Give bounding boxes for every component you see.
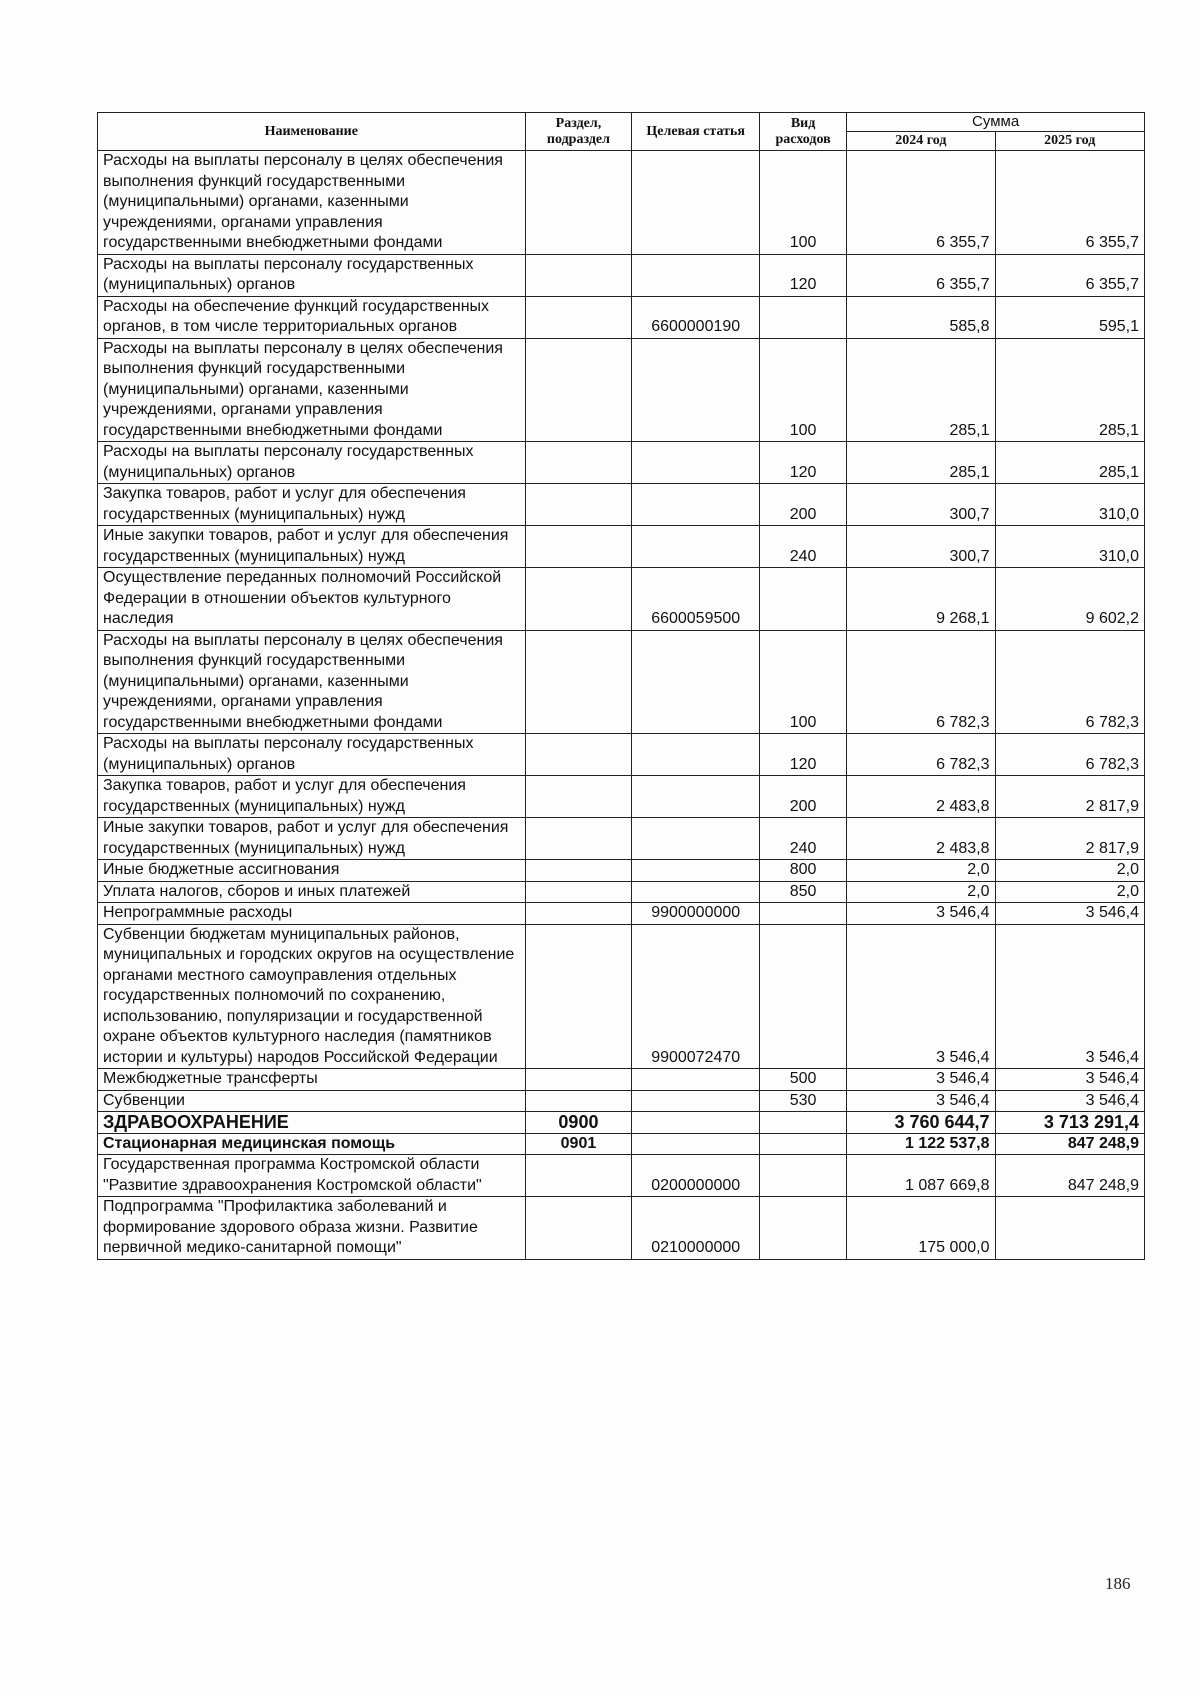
table-row: [98, 151, 1145, 255]
table-row: [98, 338, 1145, 442]
cell-type: [759, 1133, 846, 1155]
table-row: [98, 1069, 1145, 1091]
cell-2024: 300,7: [847, 484, 995, 526]
cell-section: [525, 526, 632, 568]
cell-2024: 175 000,0: [847, 1197, 995, 1260]
cell-2025: 3 713 291,4: [995, 1112, 1144, 1134]
table-row: [98, 903, 1145, 925]
cell-target: [632, 881, 760, 903]
cell-name: Закупка товаров, работ и услуг для обеспечения государственных (муниципальных) нужд: [98, 776, 526, 818]
cell-type: [759, 924, 846, 1069]
cell-section: [525, 818, 632, 860]
cell-2025: 9 602,2: [995, 568, 1144, 631]
cell-target: [632, 630, 760, 734]
cell-target: 9900000000: [632, 903, 760, 925]
table-row: [98, 296, 1145, 338]
cell-2025: 2 817,9: [995, 776, 1144, 818]
cell-section: [525, 1197, 632, 1260]
table-row: [98, 776, 1145, 818]
cell-2025: 285,1: [995, 338, 1144, 442]
cell-section: [525, 903, 632, 925]
cell-target: 9900072470: [632, 924, 760, 1069]
cell-name: Расходы на выплаты персоналу государственных (муниципальных) органов: [98, 734, 526, 776]
cell-target: 0200000000: [632, 1155, 760, 1197]
cell-section: [525, 630, 632, 734]
table-row: [98, 818, 1145, 860]
cell-2024: 585,8: [847, 296, 995, 338]
cell-type: 120: [759, 734, 846, 776]
cell-type: 100: [759, 151, 846, 255]
cell-section: [525, 881, 632, 903]
cell-2025: 310,0: [995, 484, 1144, 526]
cell-target: [632, 442, 760, 484]
cell-name: Расходы на выплаты персоналу в целях обеспечения выполнения функций государственными (муниципальными) органами, казенными учреждениями, органами управления государственными внебюджетными фондами: [98, 151, 526, 255]
cell-2024: 6 782,3: [847, 734, 995, 776]
cell-type: 200: [759, 776, 846, 818]
cell-type: 120: [759, 254, 846, 296]
cell-2024: 3 546,4: [847, 924, 995, 1069]
header-name: Наименование: [98, 113, 526, 151]
cell-name: Уплата налогов, сборов и иных платежей: [98, 881, 526, 903]
cell-2024: 285,1: [847, 442, 995, 484]
cell-2025: 3 546,4: [995, 1069, 1144, 1091]
cell-type: 850: [759, 881, 846, 903]
cell-2024: 6 355,7: [847, 151, 995, 255]
cell-2024: 300,7: [847, 526, 995, 568]
cell-name: Расходы на выплаты персоналу государственных (муниципальных) органов: [98, 254, 526, 296]
cell-2025: 847 248,9: [995, 1155, 1144, 1197]
cell-type: 200: [759, 484, 846, 526]
cell-2024: 2,0: [847, 881, 995, 903]
cell-name: Государственная программа Костромской области "Развитие здравоохранения Костромской области": [98, 1155, 526, 1197]
cell-section: [525, 1069, 632, 1091]
cell-2024: 6 782,3: [847, 630, 995, 734]
cell-target: [632, 1069, 760, 1091]
header-target: Целевая статья: [632, 113, 760, 151]
cell-section: [525, 1090, 632, 1112]
cell-2025: 6 355,7: [995, 151, 1144, 255]
cell-type: [759, 903, 846, 925]
cell-type: 800: [759, 860, 846, 882]
cell-name: Расходы на обеспечение функций государственных органов, в том числе территориальных органов: [98, 296, 526, 338]
cell-name: Осуществление переданных полномочий Российской Федерации в отношении объектов культурного наследия: [98, 568, 526, 631]
cell-section: [525, 442, 632, 484]
cell-2024: 9 268,1: [847, 568, 995, 631]
cell-2025: 595,1: [995, 296, 1144, 338]
cell-type: [759, 1197, 846, 1260]
cell-section: [525, 860, 632, 882]
cell-2024: 6 355,7: [847, 254, 995, 296]
table-row: [98, 568, 1145, 631]
cell-type: [759, 1112, 846, 1134]
cell-name: Субвенции: [98, 1090, 526, 1112]
cell-target: [632, 1112, 760, 1134]
cell-name: Непрограммные расходы: [98, 903, 526, 925]
table-row: [98, 1155, 1145, 1197]
table-row: [98, 254, 1145, 296]
cell-2024: 2,0: [847, 860, 995, 882]
header-type: Вид расходов: [759, 113, 846, 151]
table-row: [98, 484, 1145, 526]
cell-target: [632, 484, 760, 526]
table-row: [98, 1112, 1145, 1134]
cell-target: [632, 1090, 760, 1112]
cell-2025: 3 546,4: [995, 1090, 1144, 1112]
cell-type: [759, 296, 846, 338]
cell-type: 120: [759, 442, 846, 484]
cell-2024: 2 483,8: [847, 818, 995, 860]
table-body: [98, 151, 1145, 1260]
cell-section: [525, 924, 632, 1069]
cell-2025: 2,0: [995, 860, 1144, 882]
cell-section: [525, 151, 632, 255]
cell-target: 6600000190: [632, 296, 760, 338]
cell-target: [632, 818, 760, 860]
cell-name: Расходы на выплаты персоналу в целях обеспечения выполнения функций государственными (муниципальными) органами, казенными учреждениями, органами управления государственными внебюджетными фондами: [98, 338, 526, 442]
cell-2025: [995, 1197, 1144, 1260]
cell-target: 0210000000: [632, 1197, 760, 1260]
cell-2024: 3 760 644,7: [847, 1112, 995, 1134]
cell-type: 530: [759, 1090, 846, 1112]
cell-type: 240: [759, 526, 846, 568]
cell-section: [525, 734, 632, 776]
cell-2025: 285,1: [995, 442, 1144, 484]
table-row: [98, 734, 1145, 776]
cell-target: [632, 860, 760, 882]
budget-table: [97, 112, 1145, 1260]
cell-2025: 3 546,4: [995, 924, 1144, 1069]
cell-name: Иные закупки товаров, работ и услуг для обеспечения государственных (муниципальных) нужд: [98, 818, 526, 860]
cell-name: Иные закупки товаров, работ и услуг для обеспечения государственных (муниципальных) нужд: [98, 526, 526, 568]
cell-2024: 3 546,4: [847, 1090, 995, 1112]
cell-2025: 3 546,4: [995, 903, 1144, 925]
cell-name: Расходы на выплаты персоналу государственных (муниципальных) органов: [98, 442, 526, 484]
cell-section: [525, 484, 632, 526]
header-2025: 2025 год: [995, 132, 1144, 151]
cell-section: [525, 776, 632, 818]
cell-section: 0900: [525, 1112, 632, 1134]
cell-target: [632, 338, 760, 442]
cell-name: Субвенции бюджетам муниципальных районов, муниципальных и городских округов на осуществление органами местного самоуправления отдельных государственных полномочий по сохранению, использованию, популяризации и государственной охране объектов культурного наследия (памятников истории и культуры) народов Российской Федерации: [98, 924, 526, 1069]
cell-2024: 285,1: [847, 338, 995, 442]
cell-name: ЗДРАВООХРАНЕНИЕ: [98, 1112, 526, 1134]
cell-2025: 6 782,3: [995, 630, 1144, 734]
page-number: 186: [1105, 1574, 1131, 1593]
cell-2025: 2,0: [995, 881, 1144, 903]
cell-name: Стационарная медицинская помощь: [98, 1133, 526, 1155]
cell-2025: 2 817,9: [995, 818, 1144, 860]
header-2024: 2024 год: [847, 132, 995, 151]
table-row: [98, 924, 1145, 1069]
cell-section: [525, 568, 632, 631]
cell-name: Межбюджетные трансферты: [98, 1069, 526, 1091]
cell-target: [632, 1133, 760, 1155]
cell-2025: 847 248,9: [995, 1133, 1144, 1155]
cell-section: [525, 338, 632, 442]
cell-2025: 6 355,7: [995, 254, 1144, 296]
header-section: Раздел, подраздел: [525, 113, 632, 151]
cell-type: 100: [759, 630, 846, 734]
cell-name: Иные бюджетные ассигнования: [98, 860, 526, 882]
cell-section: [525, 254, 632, 296]
cell-2024: 2 483,8: [847, 776, 995, 818]
cell-2025: 6 782,3: [995, 734, 1144, 776]
cell-target: [632, 734, 760, 776]
table-row: [98, 1090, 1145, 1112]
cell-name: Закупка товаров, работ и услуг для обеспечения государственных (муниципальных) нужд: [98, 484, 526, 526]
table-row: [98, 442, 1145, 484]
cell-target: [632, 254, 760, 296]
cell-2024: 3 546,4: [847, 903, 995, 925]
cell-type: 500: [759, 1069, 846, 1091]
cell-type: [759, 1155, 846, 1197]
cell-type: 240: [759, 818, 846, 860]
table-row: [98, 1133, 1145, 1155]
cell-name: Подпрограмма "Профилактика заболеваний и формирование здорового образа жизни. Развитие первичной медико-санитарной помощи": [98, 1197, 526, 1260]
cell-section: 0901: [525, 1133, 632, 1155]
cell-target: [632, 151, 760, 255]
table-row: [98, 860, 1145, 882]
cell-type: [759, 568, 846, 631]
table-row: [98, 881, 1145, 903]
table-row: [98, 1197, 1145, 1260]
cell-2025: 310,0: [995, 526, 1144, 568]
cell-type: 100: [759, 338, 846, 442]
cell-2024: 3 546,4: [847, 1069, 995, 1091]
cell-target: [632, 776, 760, 818]
cell-section: [525, 296, 632, 338]
cell-target: [632, 526, 760, 568]
header-sum: Сумма: [847, 113, 1145, 132]
table-row: [98, 630, 1145, 734]
cell-2024: 1 087 669,8: [847, 1155, 995, 1197]
cell-2024: 1 122 537,8: [847, 1133, 995, 1155]
cell-section: [525, 1155, 632, 1197]
cell-target: 6600059500: [632, 568, 760, 631]
cell-name: Расходы на выплаты персоналу в целях обеспечения выполнения функций государственными (муниципальными) органами, казенными учреждениями, органами управления государственными внебюджетными фондами: [98, 630, 526, 734]
table-row: [98, 526, 1145, 568]
